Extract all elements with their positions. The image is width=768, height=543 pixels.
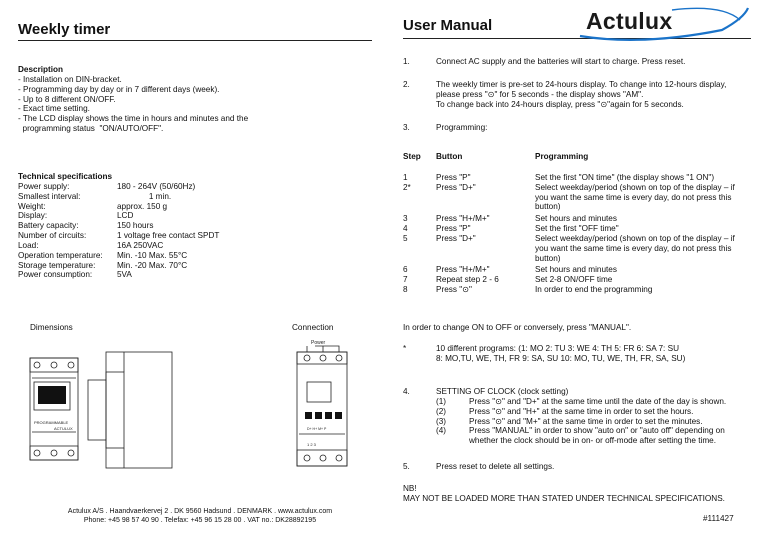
clock-item-text: Press "⊙" and "M+" at the same time in order to set the minutes. — [469, 416, 703, 426]
step-number: 3. — [403, 123, 410, 132]
spec-row — [18, 211, 219, 221]
spec-row — [18, 270, 219, 280]
spec-key: Operation temperature: — [18, 250, 103, 260]
row-button: Press "D+" — [436, 182, 476, 192]
spec-value: 1 voltage free contact SPDT — [117, 231, 220, 241]
row-programming-text: Set the first "OFF time" — [535, 224, 619, 234]
step-text: please press "⊙" for 5 seconds - the display shows "AM". — [436, 89, 644, 99]
clock-heading: SETTING OF CLOCK (clock setting) — [436, 387, 569, 396]
row-button: Press "H+/M+" — [436, 265, 490, 275]
spec-value: 1 min. — [117, 191, 172, 201]
row-programming-text: In order to end the programming — [535, 285, 653, 295]
row-programming-text: Set the first "ON time" (the display shows "1 ON") — [535, 172, 715, 182]
row-programming-text: button) — [535, 202, 561, 212]
spec-value: 180 - 264V (50/60Hz) — [117, 181, 196, 191]
table-row — [403, 214, 755, 224]
table-row — [403, 234, 755, 264]
nb-note — [403, 484, 725, 504]
spec-key: Number of circuits: — [18, 231, 87, 241]
description-line: - Installation on DIN-bracket. — [18, 74, 122, 84]
spec-value: 16A 250VAC — [117, 240, 164, 250]
spec-key: Display: — [18, 211, 48, 221]
row-step: 6 — [403, 265, 408, 275]
svg-text:PROGRAMMABLE: PROGRAMMABLE — [34, 420, 69, 425]
row-programming — [535, 234, 755, 264]
table-row — [403, 173, 755, 183]
spec-row — [18, 261, 219, 271]
spec-value: approx. 150 g — [117, 201, 168, 211]
programming-table — [403, 152, 755, 295]
row-programming-text: you want the same time is every day, do not press this — [535, 243, 732, 253]
row-programming — [535, 285, 755, 295]
step-number: 2. — [403, 80, 410, 89]
row-programming-text: Set hours and minutes — [535, 214, 617, 224]
row-step: 8 — [403, 285, 408, 295]
step-text: Programming: — [436, 123, 488, 132]
header-button: Button — [436, 152, 463, 161]
description-line: - Up to 8 different ON/OFF. — [18, 94, 116, 104]
clock-item-key: (2) — [436, 406, 447, 416]
row-button: Repeat step 2 - 6 — [436, 275, 499, 285]
description-line: programming status "ON/AUTO/OFF". — [18, 124, 164, 134]
svg-text:Power: Power — [311, 340, 326, 346]
table-row — [403, 265, 755, 275]
row-programming — [535, 265, 755, 275]
header-step: Step — [403, 152, 421, 161]
clock-item-text: Press "⊙" and "D+" at the same time until the date of the day is shown. — [469, 396, 727, 406]
row-button: Press "P" — [436, 224, 471, 234]
table-row — [403, 285, 755, 295]
row-programming-text: Select weekday/period (shown on top of the display – if — [535, 233, 735, 243]
table-row — [403, 275, 755, 285]
row-button: Press "D+" — [436, 233, 476, 243]
step-text: Connect AC supply and the batteries will start to charge. Press reset. — [436, 57, 686, 66]
row-programming-text: Set 2-8 ON/OFF time — [535, 275, 613, 285]
spec-key: Storage temperature: — [18, 260, 96, 270]
specs-section — [18, 172, 219, 280]
row-button: Press "P" — [436, 172, 471, 182]
row-step: 1 — [403, 172, 408, 182]
spec-row — [18, 182, 219, 192]
row-step: 3 — [403, 214, 408, 224]
step-text: Press reset to delete all settings. — [436, 462, 555, 471]
step-1 — [403, 57, 685, 67]
spec-value: Min. -20 Max. 70°C — [117, 260, 188, 270]
programs-line-2: 8: MO,TU, WE, TH, FR 9: SA, SU 10: MO, TU, WE, TH, FR, SA, SU) — [436, 353, 686, 363]
spec-row — [18, 202, 219, 212]
spec-value: 5VA — [117, 270, 132, 280]
spec-row — [18, 241, 219, 251]
document-number: #111427 — [703, 514, 734, 523]
spec-row — [18, 221, 219, 231]
spec-row — [18, 192, 219, 202]
programs-star: * — [403, 344, 407, 353]
right-title: User Manual — [403, 17, 493, 34]
spec-value: LCD — [117, 211, 134, 221]
spec-value: Min. -10 Max. 55°C — [117, 250, 188, 260]
footer-contact: Phone: +45 98 57 40 90 . Telefax: +45 96 15 28 00 . VAT no.: DK28892195 — [83, 517, 317, 524]
description-section — [18, 65, 248, 134]
row-programming — [535, 224, 755, 234]
row-programming-text: Select weekday/period (shown on top of the display – if — [535, 182, 735, 192]
spec-value: 150 hours — [117, 221, 154, 231]
description-line: - Programming day by day or in 7 different days (week). — [18, 84, 220, 94]
row-programming — [535, 183, 755, 213]
table-row — [403, 183, 755, 213]
description-heading: Description — [18, 65, 64, 74]
row-programming-text: Set hours and minutes — [535, 265, 617, 275]
row-programming — [535, 173, 755, 183]
svg-text:D+ H+ M+ P: D+ H+ M+ P — [307, 427, 327, 431]
step-3 — [403, 123, 487, 133]
step-5 — [403, 462, 554, 472]
row-step: 2* — [403, 182, 411, 192]
row-step: 7 — [403, 275, 408, 285]
connection-drawing — [293, 338, 353, 470]
spec-key: Load: — [18, 240, 39, 250]
row-programming — [535, 275, 755, 285]
nb-heading: NB! — [403, 484, 417, 493]
row-step: 4 — [403, 224, 408, 234]
spec-key: Power consumption: — [18, 270, 93, 280]
footer-address: Actulux A/S . Haandvaerkervej 2 . DK 9560 Hadsund . DENMARK . www.actulux.com — [67, 508, 333, 515]
clock-setting — [403, 387, 726, 446]
table-row — [403, 224, 755, 234]
spec-row — [18, 251, 219, 261]
clock-item-key: (1) — [436, 396, 447, 406]
left-title-rule — [18, 40, 372, 41]
clock-item-key: (3) — [436, 416, 447, 426]
logo-text: Actulux — [586, 8, 673, 34]
clock-item-text: whether the clock should be in on- or off-mode after setting the time. — [469, 436, 716, 446]
svg-text:1 2 3: 1 2 3 — [307, 442, 316, 447]
spec-key: Weight: — [18, 201, 46, 211]
step-text: The weekly timer is pre-set to 24-hours display. To change into 12-hours display, — [436, 80, 727, 89]
svg-text:ACTULUX: ACTULUX — [54, 426, 73, 431]
nb-text: MAY NOT BE LOADED MORE THAN STATED UNDER TECHNICAL SPECIFICATIONS. — [403, 493, 725, 503]
manual-note: In order to change ON to OFF or conversely, press "MANUAL". — [403, 323, 632, 332]
clock-item-key: (4) — [436, 426, 447, 436]
spec-key: Battery capacity: — [18, 221, 79, 231]
description-line: - The LCD display shows the time in hours and minutes and the — [18, 114, 249, 124]
row-button: Press "⊙" — [436, 285, 472, 295]
clock-item-text: Press "MANUAL" in order to show "auto on" or "auto off" depending on — [469, 426, 725, 436]
clock-item-text: Press "⊙" and "H+" at the same time in order to set the hours. — [469, 406, 694, 416]
step-number: 5. — [403, 462, 410, 471]
connection-label: Connection — [292, 323, 334, 332]
spec-row — [18, 231, 219, 241]
clock-item-key — [436, 436, 469, 446]
header-programming: Programming — [535, 152, 589, 161]
row-step: 5 — [403, 233, 408, 243]
step-text: To change back into 24-hours display, press "⊙"again for 5 seconds. — [436, 99, 684, 109]
step-2 — [403, 80, 726, 110]
description-line: - Exact time setting. — [18, 104, 90, 114]
row-programming-text: you want the same time is every day, do not press this — [535, 192, 732, 202]
step-number: 1. — [403, 57, 410, 66]
dimensions-label: Dimensions — [30, 323, 73, 332]
clock-number: 4. — [403, 387, 410, 396]
programs-line-1: 10 different programs: (1: MO 2: TU 3: WE 4: TH 5: FR 6: SA 7: SU — [436, 344, 679, 353]
dimensions-drawing — [28, 350, 178, 470]
spec-key: Smallest interval: — [18, 191, 81, 201]
row-programming — [535, 214, 755, 224]
row-programming-text: button) — [535, 253, 561, 263]
actulux-logo — [572, 6, 750, 42]
row-button: Press "H+/M+" — [436, 214, 490, 224]
specs-heading: Technical specifications — [18, 172, 113, 181]
programs-note — [403, 344, 685, 364]
spec-key: Power supply: — [18, 181, 70, 191]
left-title: Weekly timer — [18, 21, 111, 38]
table-header — [403, 152, 755, 162]
